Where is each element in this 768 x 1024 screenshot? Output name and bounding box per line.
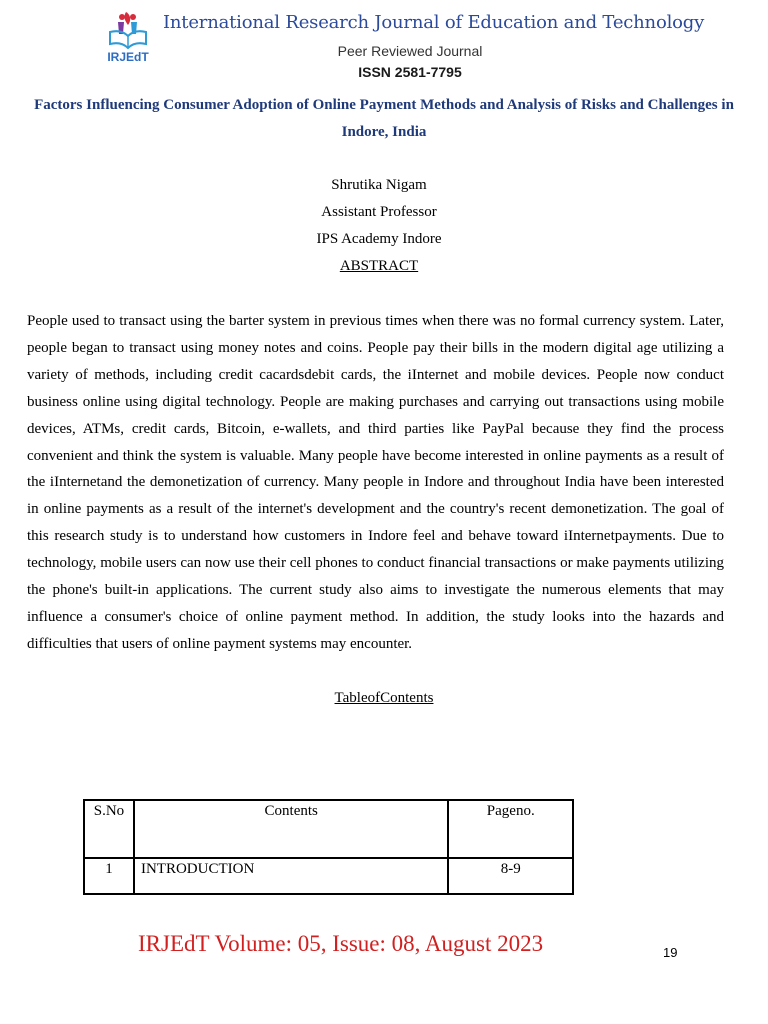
- footer-volume: IRJEdT Volume: 05, Issue: 08, August 2023: [138, 931, 544, 956]
- toc-cell-sno: 1: [84, 858, 134, 894]
- page-number: 19: [663, 945, 678, 960]
- toc-col-pageno: Pageno.: [448, 800, 573, 858]
- abstract-text: People used to transact using the barter system in previous times when there was no formal currency system. Later, people began to transact using money notes and coins. People pay their bills in the modern digital age utilizing a variety of methods, including credit cacardsdebit cards, the iInternet and mobile devices. People now conduct business online using digital technology. People are making purchases and carrying out transactions using mobile devices, ATMs, credit cards, Bitcoin, e-wallets, and third parties like PayPal because they find the process convenient and think the system is valuable. Many people have become interested in online payments as a result of the iInternetand the demonetization of currency. Many people in Indore and throughout India have been interested in online payments as a result of the internet's development and the country's recent demonetization. The goal of this research study is to understand how customers in Indore feel and behave toward iInternetpayments. Due to technology, mobile users can now use their cell phones to conduct financial transactions or make payments utilizing the phone's built-in applications. The current study also aims to investigate the numerous elements that may influence a consumer's choice of online payment method. In addition, the study looks into the hazards and difficulties that users of online payment systems may encounter.: [27, 313, 724, 652]
- author-name: Shrutika Nigam: [331, 177, 427, 193]
- toc-table: [83, 799, 574, 895]
- toc-cell-contents: INTRODUCTION: [134, 858, 449, 894]
- issn-label: ISSN 2581-7795: [358, 64, 462, 80]
- toc-col-sno: S.No: [84, 800, 134, 858]
- toc-col-contents: Contents: [134, 800, 449, 858]
- author-designation: Assistant Professor: [321, 204, 437, 220]
- journal-title: International Research Journal of Education and Technology: [163, 12, 705, 33]
- table-row: [84, 858, 573, 894]
- toc-heading: TableofContents: [334, 690, 434, 706]
- paper-title: Factors Influencing Consumer Adoption of Online Payment Methods and Analysis of Risks and Challenges in Indore, India: [34, 97, 734, 140]
- toc-header-row: [84, 800, 573, 858]
- peer-reviewed-label: Peer Reviewed Journal: [337, 43, 483, 59]
- author-affiliation: IPS Academy Indore: [316, 231, 442, 247]
- author-block: [0, 172, 758, 280]
- toc-cell-pageno: 8-9: [448, 858, 573, 894]
- logo-text: IRJEdT: [107, 50, 149, 64]
- abstract-heading: ABSTRACT: [339, 258, 419, 274]
